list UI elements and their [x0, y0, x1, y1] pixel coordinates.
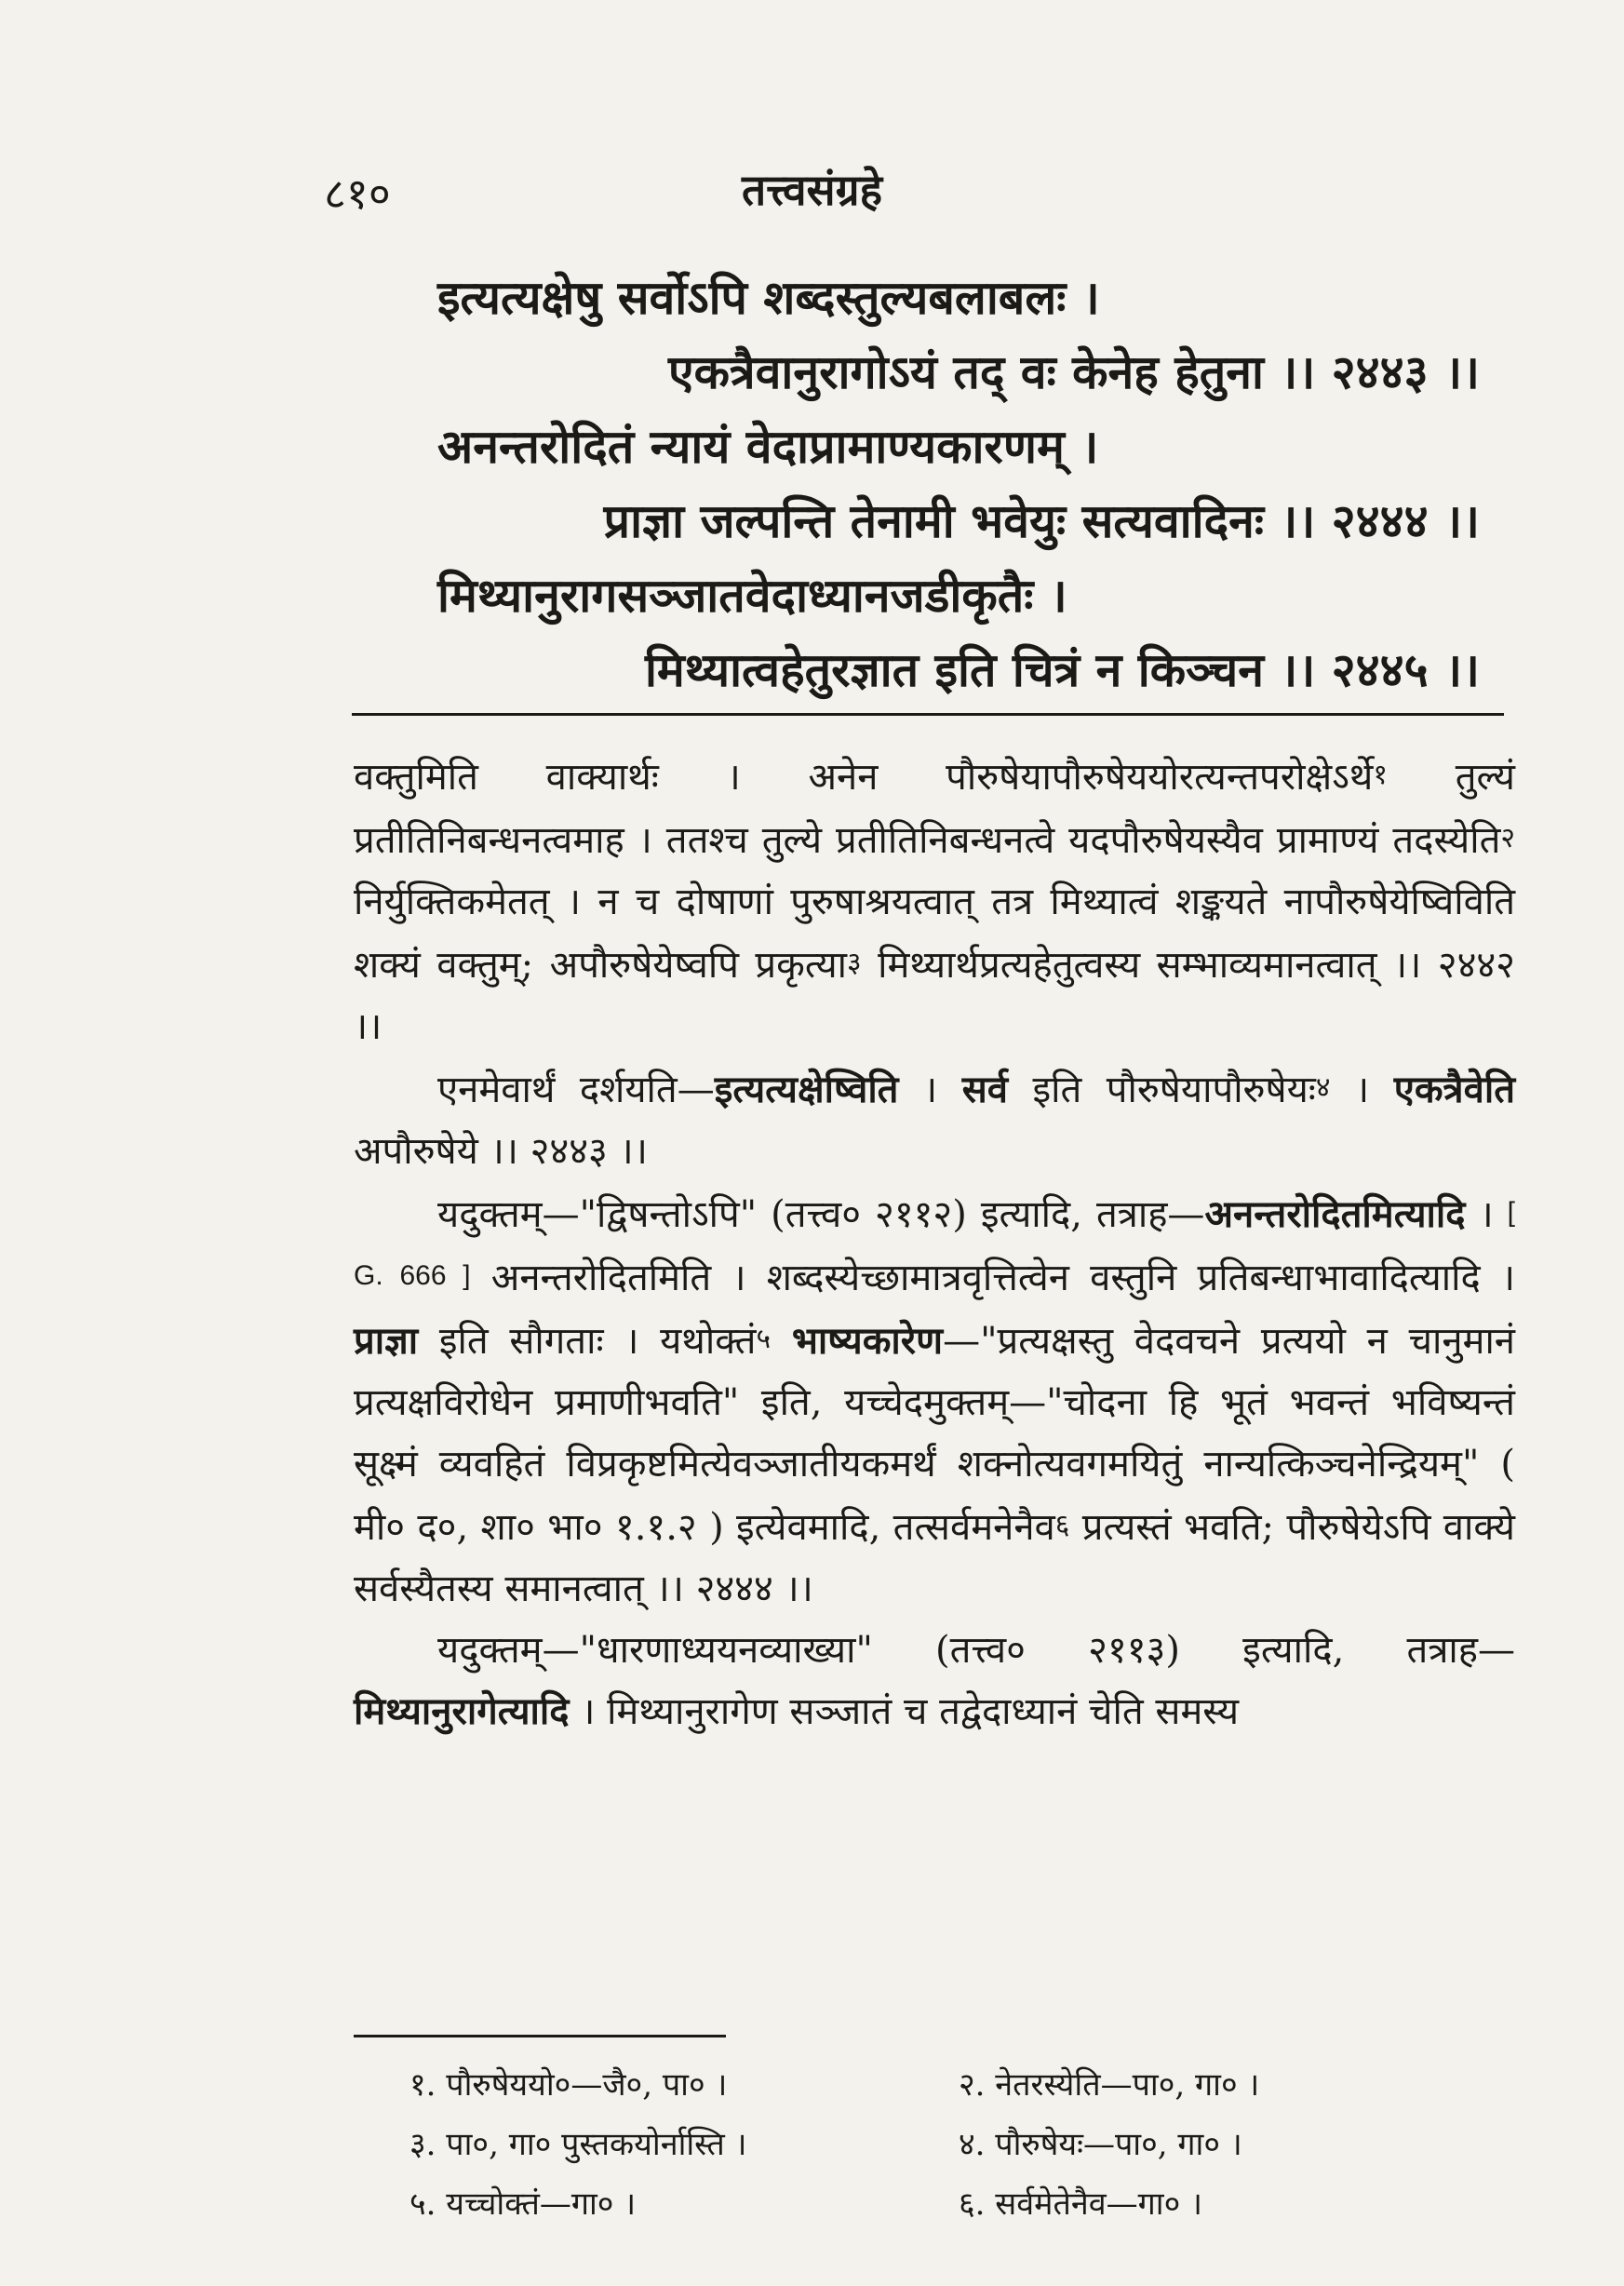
commentary-text: इति सौगताः । यथोक्तं [418, 1320, 757, 1363]
pratika: इत्यत्यक्षेष्विति [714, 1068, 899, 1111]
verse-separator-rule [352, 713, 1504, 716]
footnote-ref: १ [1373, 760, 1388, 790]
verse-line: मिथ्यानुरागसञ्जातवेदाध्यानजडीकृतैः । [437, 568, 1067, 623]
footnote-ref: ३ [847, 948, 862, 978]
footnote-row [409, 2113, 1489, 2172]
commentary-text: । [898, 1069, 962, 1111]
edition-page-marker: [ G. 666 ] [354, 1197, 1516, 1291]
commentary-text: वक्तुमिति वाक्यार्थः । अनेन पौरुषेयापौरुषेययोरत्यन्तपरोक्षेऽर्थे [354, 756, 1374, 799]
footnote: १. पौरुषेययो०—जै०, पा० । [409, 2066, 728, 2104]
footnote: ३. पा०, गा० पुस्तकयोर्नास्ति । [409, 2126, 747, 2163]
commentary-text: —"प्रत्यक्षस्तु वेदवचने प्रत्ययो न चानुमानं प्रत्यक्षविरोधेन प्रमाणीभवति" इति, यच्चेदमुक्तम्—"चोदना हि भूतं भवन्तं भविष्यन्तं सूक्ष्मं व्यवहितं विप्रकृष्टमित्येवञ्जातीयकमर्थं शक्नोत्यवगमयितुं नान्यत्किञ्चनेन्द्रियम्" ( मी० द०, शा० भा० १.१.२ ) इत्येवमादि, तत्सर्वमनेनैव [354, 1320, 1516, 1549]
commentary-text: प्रत्यस्तं भवति; पौरुषेयेऽपि वाक्ये सर्वस्यैतस्य समानत्वात् ।। २४४४ ।। [354, 1506, 1515, 1610]
footnote-ref: २ [1500, 823, 1515, 854]
commentary-text: अनन्तरोदितमिति । शब्दस्येच्छामात्रवृत्तित्वेन वस्तुनि प्रतिबन्धाभावादित्यादि । [470, 1257, 1516, 1299]
verse-block [437, 261, 1480, 707]
footnote-ref: ५ [756, 1324, 772, 1354]
page-number: ८१० [324, 168, 391, 219]
footnote-row [409, 2053, 1489, 2113]
commentary-paragraph [354, 1182, 1515, 1620]
footnote: ४. पौरुषेयः—पा०, गा० । [959, 2126, 1242, 2163]
commentary-text: इति पौरुषेयापौरुषेयः [1007, 1069, 1316, 1111]
running-title: तत्त्वसंग्रहे [741, 165, 883, 215]
commentary-text: मिथ्यार्थप्रत्यहेतुत्वस्य सम्भाव्यमानत्वात् ।। २४४२ ।। [354, 944, 1515, 1048]
verse-line: इत्यत्यक्षेषु सर्वोऽपि शब्दस्तुल्यबलाबलः । [437, 270, 1100, 325]
pratika: एकत्रैवेति [1393, 1068, 1516, 1111]
commentary-text: तुल्यं प्रतीतिनिबन्धनत्वमाह । ततश्च तुल्ये प्रतीतिनिबन्धनत्वे यदपौरुषेयस्यैव प्रामाण्यं तदस्येति [354, 756, 1515, 862]
commentary-text: यदुक्तम्—"धारणाध्ययनव्याख्या" (तत्त्व० २११३) इत्यादि, तत्राह— [437, 1629, 1515, 1672]
commentary-text: एनमेवार्थं दर्शयति— [437, 1069, 715, 1111]
footnote-row [409, 2172, 1489, 2232]
commentary [354, 745, 1515, 1742]
footnote-separator-rule [354, 2035, 726, 2037]
commentary-text: । मिथ्यानुरागेण सञ्जातं च तद्वेदाध्यानं चेति समस्य [569, 1690, 1240, 1733]
commentary-text: । [1465, 1193, 1508, 1236]
commentary-paragraph [354, 1057, 1515, 1182]
pratika: मिथ्यानुरागेत्यादि [354, 1689, 570, 1733]
pratika: प्राज्ञा [354, 1319, 419, 1363]
commentary-text: । [1330, 1069, 1394, 1111]
footnote: ५. यच्चोक्तं—गा० । [409, 2185, 637, 2223]
commentary-paragraph [354, 745, 1515, 1057]
verse-line: एकत्रैवानुरागोऽयं तद् वः केनेह हेतुना ।। २४४३ ।। [667, 344, 1480, 399]
commentary-text: यदुक्तम्—"द्विषन्तोऽपि" (तत्त्व० २११२) इत्यादि, तत्राह— [437, 1193, 1205, 1236]
footnote-ref: ६ [1054, 1510, 1070, 1540]
verse-line: प्राज्ञा जल्पन्ति तेनामी भवेयुः सत्यवादिनः ।। २४४४ ।। [603, 493, 1480, 548]
verse-line: मिथ्यात्वहेतुरज्ञात इति चित्रं न किञ्चन ।। २४४५ ।। [644, 642, 1480, 697]
commentary-text: निर्युक्तिकमेतत् । न च दोषाणां पुरुषाश्रयत्वात् तत्र मिथ्यात्वं शङ्कयते नापौरुषेयेष्विविति शक्यं वक्तुम्; अपौरुषेयेष्वपि प्रकृत्या [354, 881, 1515, 987]
pratika: भाष्यकारेण [791, 1319, 944, 1363]
verse-line: अनन्तरोदितं न्यायं वेदाप्रामाण्यकारणम् । [437, 419, 1099, 474]
commentary-text [771, 1320, 792, 1363]
page-header [0, 156, 1624, 222]
pratika: अनन्तरोदितमित्यादि [1204, 1192, 1466, 1236]
footnote: ६. सर्वमेतेनैव—गा० । [959, 2185, 1202, 2223]
pratika: सर्व [961, 1068, 1008, 1111]
footnotes [409, 2053, 1489, 2232]
commentary-text: अपौरुषेये ।। २४४३ ।। [354, 1130, 648, 1173]
footnote-ref: ४ [1315, 1072, 1331, 1103]
commentary-paragraph [354, 1620, 1515, 1742]
footnote: २. नेतरस्येति—पा०, गा० । [959, 2066, 1260, 2104]
